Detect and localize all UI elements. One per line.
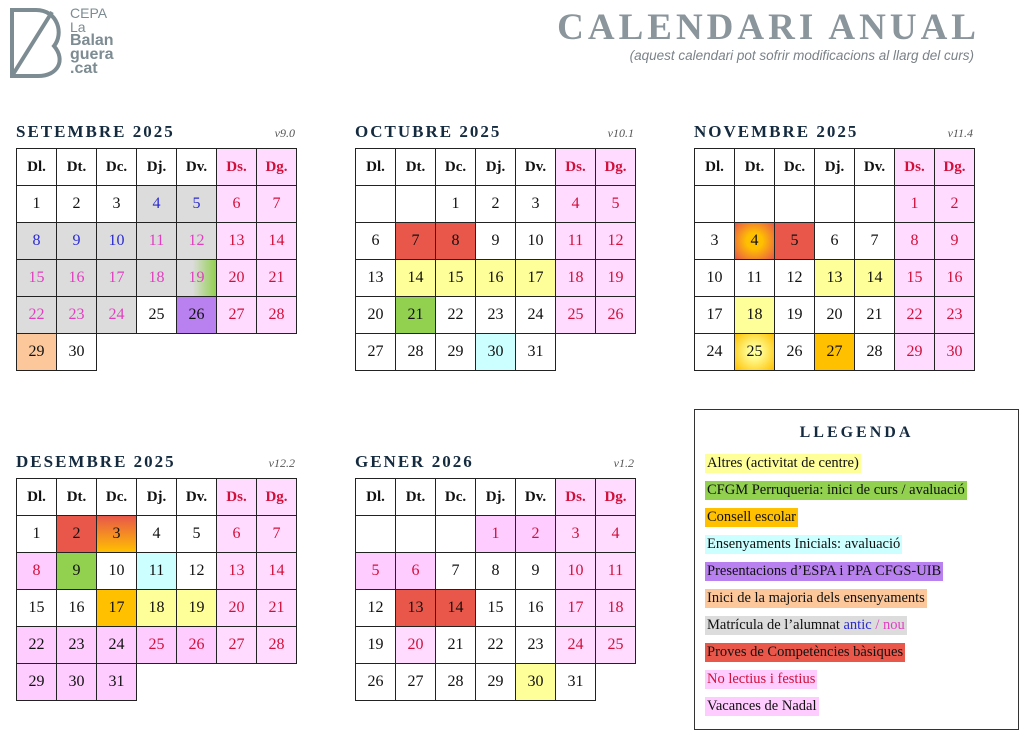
day-cell: 13	[396, 590, 436, 627]
day-cell: 30	[516, 664, 556, 701]
blank-day-cell	[356, 516, 396, 553]
day-cell: 7	[396, 223, 436, 260]
day-cell: 8	[895, 223, 935, 260]
logo	[8, 4, 138, 80]
weekday-header: Dv.	[516, 149, 556, 186]
legend-label: No lectius i festius	[707, 671, 816, 687]
day-cell: 15	[436, 260, 476, 297]
day-cell: 3	[516, 186, 556, 223]
day-cell: 9	[57, 223, 97, 260]
day-cell: 12	[356, 590, 396, 627]
empty-cell	[596, 334, 636, 371]
day-cell: 7	[855, 223, 895, 260]
weekday-header: Dv.	[177, 149, 217, 186]
day-cell: 1	[17, 186, 57, 223]
day-cell: 24	[516, 297, 556, 334]
blank-day-cell	[855, 186, 895, 223]
weekday-header: Dc.	[775, 149, 815, 186]
weekday-header: Dj.	[476, 479, 516, 516]
day-cell: 22	[436, 297, 476, 334]
day-cell: 13	[815, 260, 855, 297]
legend-label: Proves de Competències bàsiques	[707, 644, 904, 660]
day-cell: 8	[17, 553, 57, 590]
day-cell: 6	[396, 553, 436, 590]
month-name: SETEMBRE 2025	[16, 122, 175, 141]
weekday-header: Dt.	[57, 149, 97, 186]
day-cell: 15	[17, 590, 57, 627]
day-cell: 10	[695, 260, 735, 297]
weekday-header: Dt.	[396, 479, 436, 516]
weekday-header: Ds.	[556, 479, 596, 516]
day-cell: 18	[735, 297, 775, 334]
day-cell: 30	[57, 334, 97, 371]
month-setembre	[16, 122, 297, 371]
day-cell: 12	[177, 223, 217, 260]
month-header	[694, 122, 975, 142]
day-cell: 25	[137, 297, 177, 334]
day-cell: 5	[356, 553, 396, 590]
day-cell: 1	[17, 516, 57, 553]
calendar-grid	[355, 148, 636, 371]
day-cell: 23	[476, 297, 516, 334]
legend-label: Ensenyaments Inicials: avaluació	[707, 536, 901, 552]
day-cell: 16	[57, 260, 97, 297]
day-cell: 5	[775, 223, 815, 260]
month-name: GENER 2026	[355, 452, 474, 471]
day-cell: 6	[217, 186, 257, 223]
day-cell: 6	[356, 223, 396, 260]
legend-label: Vacances de Nadal	[707, 698, 817, 714]
logo-line-3: Balan	[70, 32, 114, 49]
day-cell: 7	[257, 516, 297, 553]
blank-day-cell	[396, 516, 436, 553]
weekday-header: Dt.	[735, 149, 775, 186]
day-cell: 4	[137, 186, 177, 223]
weekday-header: Dj.	[137, 149, 177, 186]
day-cell: 25	[735, 334, 775, 371]
day-cell: 3	[556, 516, 596, 553]
month-gener	[355, 452, 636, 701]
month-version: v10.1	[607, 126, 634, 140]
month-version: v1.2	[613, 456, 634, 470]
day-cell: 11	[137, 223, 177, 260]
legend-label: Consell escolar	[707, 509, 796, 525]
day-cell: 22	[895, 297, 935, 334]
weekday-header: Dv.	[177, 479, 217, 516]
day-cell: 20	[217, 260, 257, 297]
day-cell: 5	[596, 186, 636, 223]
day-cell: 3	[97, 516, 137, 553]
day-cell: 21	[257, 260, 297, 297]
day-cell: 27	[217, 297, 257, 334]
weekday-header: Dl.	[356, 479, 396, 516]
weekday-header: Dg.	[935, 149, 975, 186]
day-cell: 28	[396, 334, 436, 371]
day-cell: 26	[356, 664, 396, 701]
day-cell: 17	[97, 260, 137, 297]
day-cell: 31	[97, 664, 137, 701]
empty-cell	[556, 334, 596, 371]
weekday-header: Dg.	[596, 149, 636, 186]
legend-label: Inici de la majoria dels ensenyaments	[707, 590, 925, 606]
logo-line-2: La	[70, 19, 86, 35]
calendar-grid	[694, 148, 975, 371]
day-cell: 16	[516, 590, 556, 627]
day-cell: 3	[97, 186, 137, 223]
empty-cell	[177, 334, 217, 371]
weekday-header: Dg.	[257, 149, 297, 186]
calendar-grid	[16, 478, 297, 701]
day-cell: 14	[396, 260, 436, 297]
day-cell: 8	[476, 553, 516, 590]
weekday-header: Dj.	[815, 149, 855, 186]
day-cell: 31	[556, 664, 596, 701]
day-cell: 18	[556, 260, 596, 297]
day-cell: 11	[735, 260, 775, 297]
day-cell: 30	[57, 664, 97, 701]
day-cell: 21	[436, 627, 476, 664]
day-cell: 17	[695, 297, 735, 334]
month-name: NOVEMBRE 2025	[694, 122, 859, 141]
weekday-header: Dl.	[17, 479, 57, 516]
month-novembre	[694, 122, 975, 371]
day-cell: 30	[935, 334, 975, 371]
weekday-header: Ds.	[217, 479, 257, 516]
logo-line-1: CEPA	[70, 5, 108, 21]
day-cell: 5	[177, 186, 217, 223]
logo-line-4: guera	[70, 46, 114, 63]
day-cell: 25	[556, 297, 596, 334]
day-cell: 20	[815, 297, 855, 334]
day-cell: 27	[815, 334, 855, 371]
month-header	[355, 122, 636, 142]
day-cell: 20	[396, 627, 436, 664]
day-cell: 2	[935, 186, 975, 223]
day-cell: 4	[137, 516, 177, 553]
legend-item	[705, 450, 1018, 477]
day-cell: 18	[137, 590, 177, 627]
day-cell: 18	[596, 590, 636, 627]
day-cell: 19	[177, 260, 217, 297]
day-cell: 2	[57, 516, 97, 553]
month-version: v12.2	[268, 456, 295, 470]
day-cell: 9	[935, 223, 975, 260]
day-cell: 21	[257, 590, 297, 627]
day-cell: 31	[516, 334, 556, 371]
weekday-header: Dl.	[695, 149, 735, 186]
day-cell: 12	[596, 223, 636, 260]
day-cell: 22	[17, 627, 57, 664]
day-cell: 10	[516, 223, 556, 260]
weekday-header: Dv.	[516, 479, 556, 516]
day-cell: 15	[17, 260, 57, 297]
calendar-grid	[355, 478, 636, 701]
day-cell: 1	[895, 186, 935, 223]
page-subtitle: (aquest calendari pot sofrir modificacions al llarg del curs)	[629, 48, 974, 63]
weekday-header: Dt.	[57, 479, 97, 516]
empty-cell	[596, 664, 636, 701]
page-title: CALENDARI ANUAL	[557, 7, 980, 48]
day-cell: 21	[396, 297, 436, 334]
month-version: v11.4	[947, 126, 973, 140]
blank-day-cell	[775, 186, 815, 223]
legend-title: LLEGENDA	[799, 424, 914, 441]
blank-day-cell	[735, 186, 775, 223]
day-cell: 23	[935, 297, 975, 334]
day-cell: 22	[476, 627, 516, 664]
day-cell: 24	[556, 627, 596, 664]
weekday-header: Ds.	[217, 149, 257, 186]
weekday-header: Dc.	[436, 479, 476, 516]
empty-cell	[257, 664, 297, 701]
day-cell: 27	[217, 627, 257, 664]
day-cell: 23	[57, 627, 97, 664]
blank-day-cell	[396, 186, 436, 223]
empty-cell	[217, 334, 257, 371]
day-cell: 13	[356, 260, 396, 297]
legend-item	[705, 639, 1018, 666]
day-cell: 24	[97, 297, 137, 334]
weekday-header: Dv.	[855, 149, 895, 186]
day-cell: 7	[257, 186, 297, 223]
day-cell: 16	[57, 590, 97, 627]
day-cell: 19	[356, 627, 396, 664]
day-cell: 26	[177, 627, 217, 664]
day-cell: 11	[556, 223, 596, 260]
legend-item	[705, 558, 1018, 585]
month-version: v9.0	[274, 126, 295, 140]
empty-cell	[137, 664, 177, 701]
day-cell: 11	[596, 553, 636, 590]
day-cell: 9	[476, 223, 516, 260]
day-cell: 1	[476, 516, 516, 553]
day-cell: 22	[17, 297, 57, 334]
weekday-header: Dc.	[97, 149, 137, 186]
day-cell: 26	[177, 297, 217, 334]
month-header	[355, 452, 636, 472]
day-cell: 28	[257, 627, 297, 664]
legend-label: Matrícula de l’alumnat antic / nou	[707, 617, 905, 633]
day-cell: 25	[137, 627, 177, 664]
day-cell: 17	[97, 590, 137, 627]
day-cell: 19	[177, 590, 217, 627]
day-cell: 20	[356, 297, 396, 334]
weekday-header: Dc.	[97, 479, 137, 516]
day-cell: 18	[137, 260, 177, 297]
day-cell: 24	[695, 334, 735, 371]
day-cell: 16	[935, 260, 975, 297]
day-cell: 12	[177, 553, 217, 590]
day-cell: 11	[137, 553, 177, 590]
day-cell: 20	[217, 590, 257, 627]
day-cell: 14	[257, 553, 297, 590]
weekday-header: Dj.	[476, 149, 516, 186]
day-cell: 10	[97, 223, 137, 260]
empty-cell	[97, 334, 137, 371]
legend-label: CFGM Perruqueria: inici de curs / avaluació	[707, 482, 965, 498]
day-cell: 29	[17, 664, 57, 701]
day-cell: 14	[436, 590, 476, 627]
legend-item	[705, 693, 1018, 720]
legend-item	[705, 477, 1018, 504]
logo-line-5: .cat	[70, 60, 98, 77]
weekday-header: Dl.	[356, 149, 396, 186]
legend-item	[705, 585, 1018, 612]
day-cell: 29	[17, 334, 57, 371]
day-cell: 8	[436, 223, 476, 260]
weekday-header: Dg.	[596, 479, 636, 516]
weekday-header: Ds.	[895, 149, 935, 186]
day-cell: 16	[476, 260, 516, 297]
day-cell: 7	[436, 553, 476, 590]
day-cell: 10	[97, 553, 137, 590]
day-cell: 13	[217, 553, 257, 590]
day-cell: 28	[855, 334, 895, 371]
day-cell: 12	[775, 260, 815, 297]
day-cell: 28	[436, 664, 476, 701]
legend-label: Altres (activitat de centre)	[707, 455, 859, 471]
legend-item	[705, 504, 1018, 531]
day-cell: 26	[596, 297, 636, 334]
day-cell: 23	[57, 297, 97, 334]
month-octubre	[355, 122, 636, 371]
day-cell: 14	[855, 260, 895, 297]
month-desembre	[16, 452, 297, 701]
day-cell: 1	[436, 186, 476, 223]
day-cell: 23	[516, 627, 556, 664]
weekday-header: Dg.	[257, 479, 297, 516]
day-cell: 2	[57, 186, 97, 223]
empty-cell	[217, 664, 257, 701]
day-cell: 6	[815, 223, 855, 260]
day-cell: 3	[695, 223, 735, 260]
day-cell: 26	[775, 334, 815, 371]
legend-item	[705, 666, 1018, 693]
blank-day-cell	[356, 186, 396, 223]
day-cell: 6	[217, 516, 257, 553]
month-name: OCTUBRE 2025	[355, 122, 502, 141]
day-cell: 29	[895, 334, 935, 371]
day-cell: 10	[556, 553, 596, 590]
day-cell: 24	[97, 627, 137, 664]
calendar-grid	[16, 148, 297, 371]
day-cell: 17	[556, 590, 596, 627]
day-cell: 25	[596, 627, 636, 664]
day-cell: 2	[516, 516, 556, 553]
month-name: DESEMBRE 2025	[16, 452, 176, 471]
empty-cell	[177, 664, 217, 701]
day-cell: 19	[775, 297, 815, 334]
logo-mark-icon	[8, 4, 70, 80]
day-cell: 4	[596, 516, 636, 553]
day-cell: 4	[735, 223, 775, 260]
day-cell: 17	[516, 260, 556, 297]
day-cell: 30	[476, 334, 516, 371]
legend-item	[705, 612, 1018, 639]
blank-day-cell	[695, 186, 735, 223]
day-cell: 15	[476, 590, 516, 627]
month-header	[16, 122, 297, 142]
empty-cell	[257, 334, 297, 371]
blank-day-cell	[436, 516, 476, 553]
empty-cell	[137, 334, 177, 371]
day-cell: 4	[556, 186, 596, 223]
day-cell: 13	[217, 223, 257, 260]
day-cell: 9	[57, 553, 97, 590]
weekday-header: Dc.	[436, 149, 476, 186]
weekday-header: Dj.	[137, 479, 177, 516]
day-cell: 28	[257, 297, 297, 334]
day-cell: 14	[257, 223, 297, 260]
weekday-header: Dt.	[396, 149, 436, 186]
day-cell: 9	[516, 553, 556, 590]
day-cell: 27	[356, 334, 396, 371]
day-cell: 15	[895, 260, 935, 297]
day-cell: 21	[855, 297, 895, 334]
day-cell: 5	[177, 516, 217, 553]
day-cell: 27	[396, 664, 436, 701]
weekday-header: Dl.	[17, 149, 57, 186]
weekday-header: Ds.	[556, 149, 596, 186]
blank-day-cell	[815, 186, 855, 223]
day-cell: 19	[596, 260, 636, 297]
day-cell: 29	[436, 334, 476, 371]
day-cell: 8	[17, 223, 57, 260]
day-cell: 2	[476, 186, 516, 223]
legend-label: Presentacions d’ESPA i PPA CFGS-UIB	[707, 563, 942, 579]
legend	[694, 409, 1019, 730]
legend-item	[705, 531, 1018, 558]
day-cell: 29	[476, 664, 516, 701]
month-header	[16, 452, 297, 472]
